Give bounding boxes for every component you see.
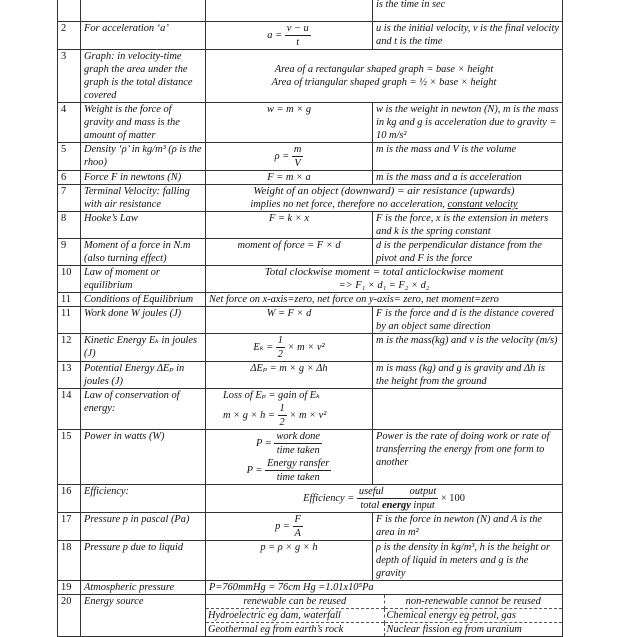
- row-formula: p = ρ × g × h: [206, 541, 373, 581]
- energy-row: [206, 609, 562, 623]
- row-formula: p = $\frac{F}{A}$: [206, 513, 373, 541]
- fraction: $\frac{1}{2}$: [277, 335, 283, 360]
- table-row: [58, 185, 563, 212]
- row-merged-content: Net force on x-axis=zero, net force on y-axis= zero, net moment=zero: [206, 293, 563, 307]
- row-topic: Kinetic Energy Eₖ in joules (J): [81, 334, 206, 362]
- non-renewable-header: non-renewable cannot be reused: [405, 596, 541, 607]
- row-note: F is the force in newton (N) and A is the area in m²: [373, 513, 563, 541]
- row-formula: F = k × x: [206, 212, 373, 239]
- row-merged-content: Area of a rectangular shaped graph = base × height Area of triangular shaped graph = ½ × base × height: [206, 50, 563, 103]
- table-row: [58, 389, 563, 430]
- row-topic: Hooke’s Law: [81, 212, 206, 239]
- row-number: 7: [58, 185, 81, 212]
- row-note: m is the mass(kg) and v is the velocity (m/s): [373, 334, 563, 362]
- table-row: [58, 485, 563, 513]
- row-topic: Energy source: [81, 595, 206, 637]
- table-row: [58, 171, 563, 185]
- row-note: is the time in sec: [373, 0, 563, 22]
- row-number: 3: [58, 50, 81, 103]
- row-number: 20: [58, 595, 81, 637]
- row-merged-content: Total clockwise moment = total anticlockwise moment => F₁ × d₁ = F₂ × d₂: [206, 266, 563, 293]
- fraction: $\frac{\text{work done}}{\text{time taken}}$: [276, 431, 320, 456]
- row-formula: Loss of Eₚ = gain of Eₖ m × g × h = $\frac{1}{2}$ × m × v²: [206, 389, 373, 430]
- row-formula: ΔEₚ = m × g × Δh: [206, 362, 373, 389]
- row-number: 9: [58, 239, 81, 266]
- row-number: 14: [58, 389, 81, 430]
- row-number: 5: [58, 143, 81, 171]
- row-number: 2: [58, 22, 81, 50]
- table-row: [58, 50, 563, 103]
- row-topic: Terminal Velocity: falling with air resistance: [81, 185, 206, 212]
- row-topic: Atmospheric pressure: [81, 581, 206, 595]
- table-row: [58, 0, 563, 22]
- table-row: [58, 212, 563, 239]
- row-number: 11: [58, 307, 81, 334]
- row-topic: [81, 0, 206, 22]
- row-number: 19: [58, 581, 81, 595]
- row-topic: Pressure p due to liquid: [81, 541, 206, 581]
- row-number: 6: [58, 171, 81, 185]
- row-topic: For acceleration ‘a’: [81, 22, 206, 50]
- energy-source-subtable: [206, 595, 563, 637]
- row-note: F is the force and d is the distance covered by an object same direction: [373, 307, 563, 334]
- row-merged-content: P=760mmHg = 76cm Hg =1.01x10⁵Pa: [206, 581, 563, 595]
- row-formula: F = m × a: [206, 171, 373, 185]
- row-formula: a = $\frac{v - u}{t}$: [206, 22, 373, 50]
- row-topic: Potential Energy ΔEₚ in joules (J): [81, 362, 206, 389]
- row-topic: Law of moment or equilibrium: [81, 266, 206, 293]
- table-row: [58, 266, 563, 293]
- row-note: d is the perpendicular distance from the pivot and F is the force: [373, 239, 563, 266]
- energy-row: [206, 623, 562, 637]
- row-note: Power is the rate of doing work or rate of transferring the energy from one form to another: [373, 430, 563, 485]
- fraction: $\frac{\text{Energy ransfer}}{\text{time taken}}$: [267, 458, 330, 483]
- fraction: $\frac{m}{V}$: [293, 144, 302, 169]
- renewable-item: Hydroelectric eg dam, waterfall: [206, 609, 384, 623]
- row-number: 13: [58, 362, 81, 389]
- row-note: [373, 389, 563, 430]
- row-topic: Efficiency:: [81, 485, 206, 513]
- table-row: [58, 581, 563, 595]
- table-row: [58, 239, 563, 266]
- row-note: F is the force, x is the extension in meters and k is the spring constant: [373, 212, 563, 239]
- table-row: [58, 513, 563, 541]
- row-number: 18: [58, 541, 81, 581]
- row-formula: [206, 0, 373, 22]
- fraction: $\frac{F}{A}$: [294, 514, 301, 539]
- row-number: [58, 0, 81, 22]
- row-number: 16: [58, 485, 81, 513]
- fraction: $\frac{v - u}{t}$: [286, 23, 309, 48]
- row-topic: Density ‘ρ’ in kg/m³ (ρ is the rhoo): [81, 143, 206, 171]
- table-row: [58, 362, 563, 389]
- row-note: w is the weight in newton (N), m is the mass in kg and g is acceleration due to gravity = 10 m/s²: [373, 103, 563, 143]
- row-note: m is mass (kg) and g is gravity and Δh is the height from the ground: [373, 362, 563, 389]
- table-row: [58, 541, 563, 581]
- row-topic: Graph: in velocity-time graph the area under the graph is the total distance covered: [81, 50, 206, 103]
- table-row: [58, 103, 563, 143]
- renewable-header: renewable can be reused: [206, 595, 384, 609]
- formula-table: [57, 0, 563, 637]
- fraction: $\frac{\text{useful output}}{\text{total energy input}}$: [358, 486, 437, 511]
- row-note: u is the initial velocity, v is the final velocity and t is the time: [373, 22, 563, 50]
- fraction: $\frac{1}{2}$: [279, 403, 285, 428]
- row-formula: moment of force = F × d: [206, 239, 373, 266]
- row-topic: Force F in newtons (N): [81, 171, 206, 185]
- table-row: [58, 293, 563, 307]
- row-number: 8: [58, 212, 81, 239]
- row-formula: Eₖ = $\frac{1}{2}$ × m × v²: [206, 334, 373, 362]
- row-number: 10: [58, 266, 81, 293]
- table-row: [58, 334, 563, 362]
- table-row: [58, 595, 563, 637]
- row-merged-content: Efficiency = $\frac{\text{useful output}}{\text{total energy input}}$ × 100: [206, 485, 563, 513]
- row-formula: W = F × d: [206, 307, 373, 334]
- table-row: [58, 430, 563, 485]
- row-topic: Pressure p in pascal (Pa): [81, 513, 206, 541]
- row-number: 15: [58, 430, 81, 485]
- row-merged-content: Weight of an object (downward) = air resistance (upwards) implies no net force, therefore no acceleration, constant velocity: [206, 185, 563, 212]
- row-formula: ρ = $\frac{m}{V}$: [206, 143, 373, 171]
- row-formula: w = m × g: [206, 103, 373, 143]
- row-topic: Moment of a force in N.m (also turning effect): [81, 239, 206, 266]
- non-renewable-item: Nuclear fission eg from uranium: [384, 623, 562, 637]
- renewable-item: Geothermal eg from earth’s rock: [206, 623, 384, 637]
- row-formula: P = $\frac{\text{work done}}{\text{time taken}}$ P = $\frac{\text{Energy ransfer}}{\text{time taken}}$: [206, 430, 373, 485]
- row-topic: Conditions of Equilibrium: [81, 293, 206, 307]
- table-row: [58, 143, 563, 171]
- row-number: 4: [58, 103, 81, 143]
- table-row: [58, 307, 563, 334]
- row-number: 11: [58, 293, 81, 307]
- table-row: [58, 22, 563, 50]
- row-topic: Law of conservation of energy:: [81, 389, 206, 430]
- row-topic: Work done W joules (J): [81, 307, 206, 334]
- row-topic: Power in watts (W): [81, 430, 206, 485]
- non-renewable-item: Chemical energy eg petrol, gas: [384, 609, 562, 623]
- row-topic: Weight is the force of gravity and mass is the amount of matter: [81, 103, 206, 143]
- row-number: 12: [58, 334, 81, 362]
- row-note: m is the mass and a is acceleration: [373, 171, 563, 185]
- row-number: 17: [58, 513, 81, 541]
- row-note: m is the mass and V is the volume: [373, 143, 563, 171]
- row-note: ρ is the density in kg/m³, h is the height or depth of liquid in meters and g is the gravity: [373, 541, 563, 581]
- energy-header-row: [206, 595, 562, 609]
